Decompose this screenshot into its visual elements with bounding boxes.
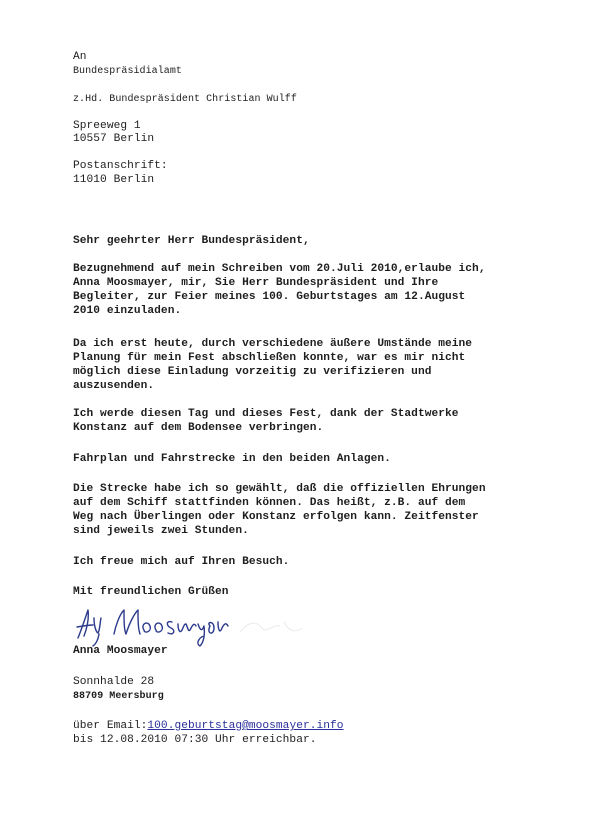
salutation: Sehr geehrter Herr Bundespräsident, <box>73 235 310 247</box>
paragraph-line: auf dem Schiff stattfinden können. Das heißt, z.B. auf dem <box>73 497 466 509</box>
paragraph-line: Ich werde diesen Tag und dieses Fest, dank der Stadtwerke <box>73 408 459 420</box>
recipient-street: Spreeweg 1 <box>73 120 141 132</box>
sender-street: Sonnhalde 28 <box>73 676 155 688</box>
paragraph-line: Begleiter, zur Feier meines 100. Geburtstages am 12.August <box>73 291 466 303</box>
scan-smudge <box>236 616 306 640</box>
paragraph-line: Planung für mein Fest abschließen konnte, war es mir nicht <box>73 352 466 364</box>
recipient-office: Bundespräsidialamt <box>73 66 182 77</box>
paragraph-line: möglich diese Einladung vorzeitig zu verifizieren und <box>73 366 432 378</box>
paragraph-line: Konstanz auf dem Bodensee verbringen. <box>73 422 324 434</box>
recipient-attention: z.Hd. Bundespräsident Christian Wulff <box>73 94 297 105</box>
recipient-postal-label: Postanschrift: <box>73 160 168 172</box>
email-link[interactable]: 100.geburtstag@moosmayer.info <box>147 720 344 732</box>
recipient-postal-city: 11010 Berlin <box>73 174 155 186</box>
sender-name: Anna Moosmayer <box>73 645 168 657</box>
paragraph-line: 2010 einzuladen. <box>73 305 182 317</box>
paragraph-line: Anna Moosmayer, mir, Sie Herr Bundespräsident und Ihre <box>73 277 439 289</box>
paragraph-line: sind jeweils zwei Stunden. <box>73 525 249 537</box>
paragraph-line: Bezugnehmend auf mein Schreiben vom 20.Juli 2010,erlaube ich, <box>73 263 486 275</box>
paragraph-line: Ich freue mich auf Ihren Besuch. <box>73 556 290 568</box>
closing: Mit freundlichen Grüßen <box>73 586 229 598</box>
paragraph-line: Die Strecke habe ich so gewählt, daß die offiziellen Ehrungen <box>73 483 486 495</box>
recipient-city: 10557 Berlin <box>73 133 155 145</box>
email-prefix: über Email: <box>73 720 148 732</box>
sender-city: 88709 Meersburg <box>73 691 164 702</box>
paragraph-line: auszusenden. <box>73 380 155 392</box>
contact-line <box>73 720 344 733</box>
handwritten-signature <box>74 600 234 650</box>
recipient-to: An <box>73 51 87 63</box>
paragraph-line: Fahrplan und Fahrstrecke in den beiden Anlagen. <box>73 453 391 465</box>
paragraph-line: Weg nach Überlingen oder Konstanz erfolgen kann. Zeitfenster <box>73 511 479 523</box>
availability-note: bis 12.08.2010 07:30 Uhr erreichbar. <box>73 734 317 746</box>
paragraph-line: Da ich erst heute, durch verschiedene äußere Umstände meine <box>73 338 473 350</box>
